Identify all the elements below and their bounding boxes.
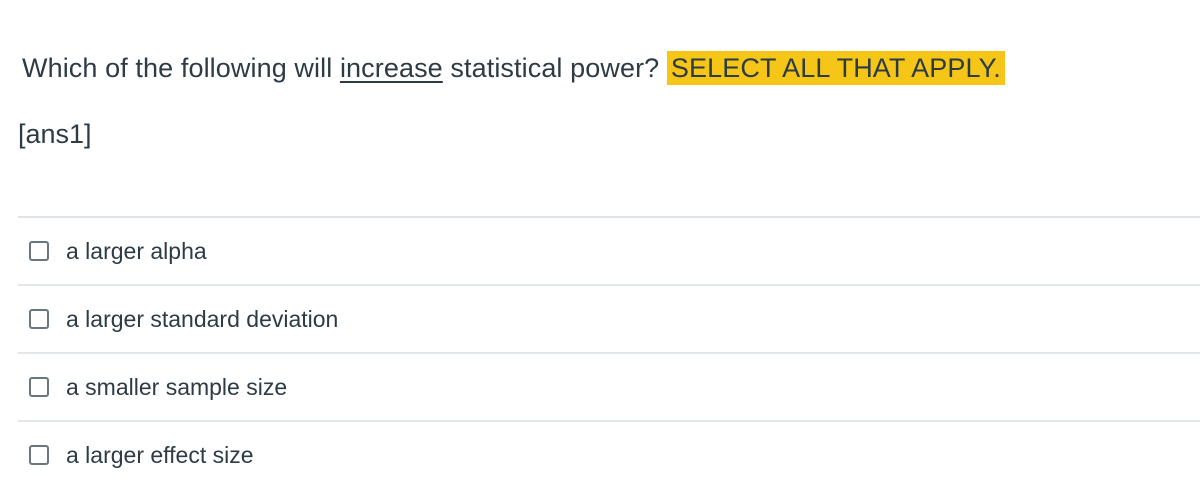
- question-text-before: Which of the following will: [22, 53, 340, 83]
- answer-label[interactable]: a larger standard deviation: [66, 306, 339, 332]
- question-text-after: statistical power?: [442, 53, 660, 83]
- checkbox[interactable]: [29, 309, 49, 329]
- answer-option[interactable]: [18, 420, 1200, 488]
- question-emphasis: increase: [339, 53, 443, 83]
- checkbox[interactable]: [29, 445, 49, 465]
- answer-label[interactable]: a larger alpha: [66, 238, 207, 264]
- answer-option[interactable]: [18, 352, 1200, 420]
- answer-option[interactable]: [18, 284, 1200, 352]
- answer-option[interactable]: [18, 216, 1200, 284]
- answer-label[interactable]: a smaller sample size: [66, 374, 288, 400]
- answer-list: [18, 216, 1200, 488]
- answer-label[interactable]: a larger effect size: [66, 442, 254, 468]
- checkbox[interactable]: [29, 377, 49, 397]
- question-text: [22, 48, 1005, 88]
- select-all-highlight: SELECT ALL THAT APPLY.: [667, 51, 1005, 85]
- checkbox[interactable]: [29, 241, 49, 261]
- answer-placeholder: [ans1]: [18, 119, 92, 149]
